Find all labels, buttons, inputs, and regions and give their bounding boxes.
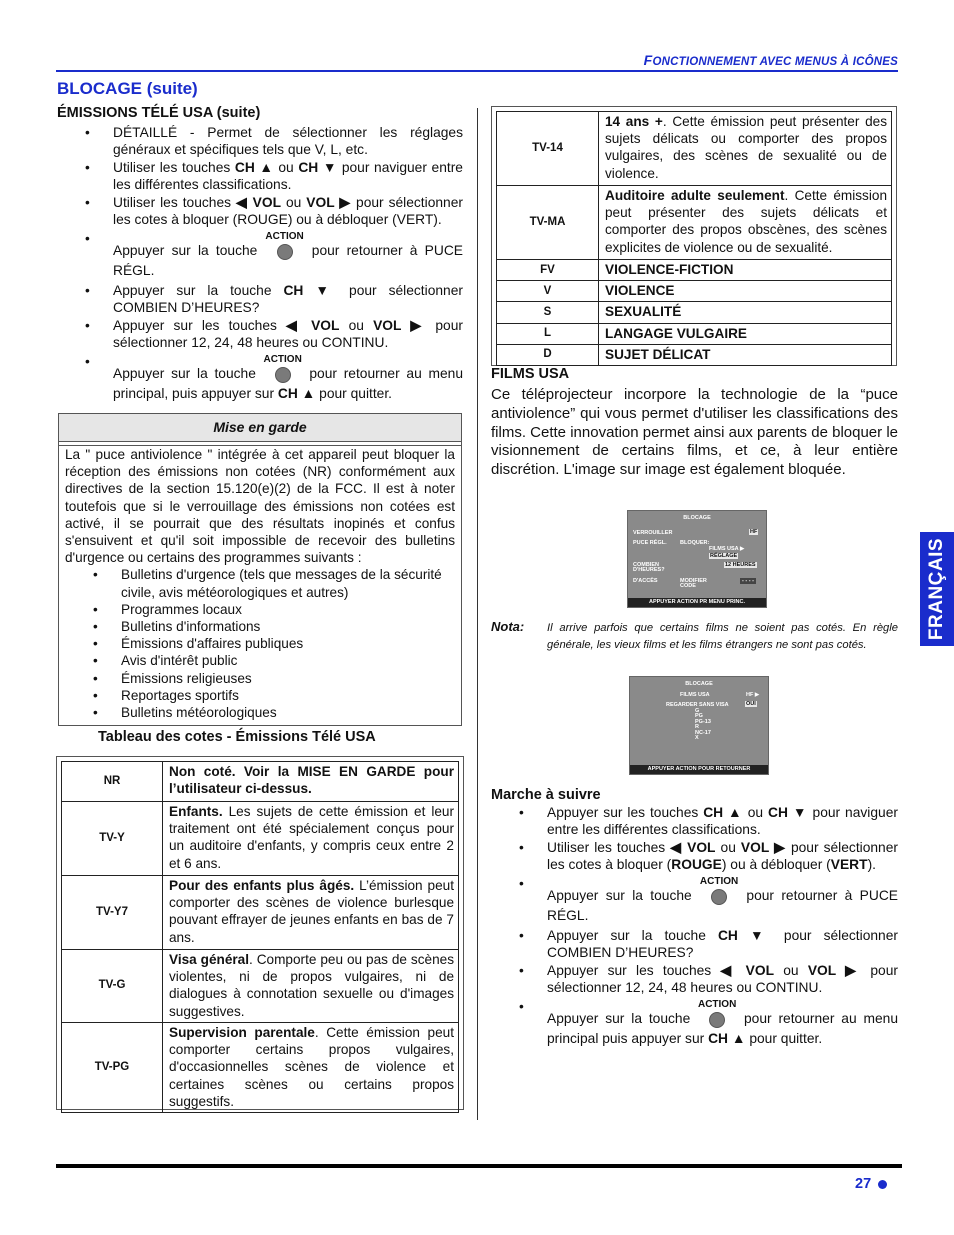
- rating-description: Non coté. Voir la MISE EN GARDE pour l’utilisateur ci-dessus.: [163, 762, 459, 802]
- table-row: [62, 762, 459, 802]
- table-row: [497, 323, 892, 344]
- screen-value: HF ▶: [746, 692, 760, 698]
- screen-footer: APPUYER ACTION PR MENU PRINC.: [628, 598, 766, 607]
- list-item: • Appuyer sur la touche ACTION pour retourner au menu principal puis appuyer sur CH ▲ pour quitter.: [519, 997, 898, 1049]
- list-item: • Utiliser les touches CH ▲ ou CH ▼ pour naviguer entre les différentes classifications.: [85, 159, 463, 193]
- screen-value: RÉGLAGE: [710, 553, 738, 559]
- rating-description: VIOLENCE: [599, 281, 892, 302]
- screen-rating-item: NC-17: [695, 729, 711, 736]
- screen-label: BLOQUER:: [680, 540, 710, 546]
- screen-label: COMBIEN: [633, 562, 659, 568]
- table-row: [497, 302, 892, 323]
- rating-code: TV-PG: [62, 1023, 163, 1113]
- warning-list-item: • Bulletins d'urgence (tels que messages de la sécurité civile, avis météorologiques et autres): [93, 566, 461, 600]
- rating-code: FV: [497, 260, 599, 281]
- action-button-icon: ACTION: [697, 1009, 737, 1029]
- list-item: • Utiliser les touches ◀ VOL ou VOL ▶ pour sélectionner les cotes à bloquer (ROUGE) ou à débloquer (VERT).: [85, 194, 463, 228]
- films-title: FILMS USA: [491, 366, 570, 382]
- warning-list-item: • Émissions religieuses: [93, 670, 461, 687]
- screen-rating-item: PG-13: [695, 718, 711, 725]
- table-row: [497, 186, 892, 260]
- list-item: • Appuyer sur les touches ◀ VOL ou VOL ▶ pour sélectionner 12, 24, 48 heures ou CONTINU.: [519, 962, 898, 996]
- table-row: [62, 802, 459, 876]
- list-item: • Appuyer sur la touche ACTION pour retourner au menu principal, puis appuyer sur CH ▲ pour quitter.: [85, 352, 463, 404]
- table-row: [62, 950, 459, 1023]
- action-button-icon: ACTION: [263, 364, 303, 384]
- rating-code: TV-14: [497, 112, 599, 186]
- screen-label: MODIFIER: [680, 578, 707, 584]
- table-row: [62, 876, 459, 950]
- rating-description: VIOLENCE-FICTION: [599, 260, 892, 281]
- screen-rating-item: PG: [695, 713, 703, 720]
- rating-code: NR: [62, 762, 163, 802]
- screen-label: FILMS USA: [680, 692, 710, 698]
- table-row: [62, 1023, 459, 1113]
- screen-label: PUCE RÉGL.: [633, 540, 667, 546]
- rating-description: Supervision parentale. Cette émission peut comporter certains propos vulgaires, d'occasionnelles scènes de violence et certaines scènes ou certains propos suggestifs.: [163, 1023, 459, 1113]
- list-item: • Appuyer sur les touches CH ▲ ou CH ▼ pour naviguer entre les différentes classifications.: [519, 804, 898, 838]
- screen-value: - - - -: [742, 578, 754, 584]
- table-row: [497, 260, 892, 281]
- rating-description: Pour des enfants plus âgés. L’émission peut comporter des scènes de violence burlesque pouvant effrayer de jeunes enfants en bas de 7 ans.: [163, 876, 459, 950]
- warning-list-item: • Reportages sportifs: [93, 687, 461, 704]
- steps-list: [519, 804, 898, 1050]
- screen-footer: APPUYER ACTION POUR RETOURNER: [630, 765, 768, 774]
- rating-code: TV-Y: [62, 802, 163, 876]
- action-button-icon: ACTION: [265, 241, 305, 261]
- screen-value: OUI: [746, 701, 756, 707]
- table-row: [497, 344, 892, 365]
- column-divider: [477, 108, 478, 1120]
- warning-list-item: • Émissions d'affaires publiques: [93, 635, 461, 652]
- running-header: FONCTIONNEMENT AVEC MENUS À ICÔNES: [643, 52, 898, 68]
- warning-list-item: • Bulletins météorologiques: [93, 704, 461, 721]
- section-title: BLOCAGE (suite): [57, 79, 198, 98]
- rating-description: Auditoire adulte seulement. Cette émission peut présenter des sujets délicats et comporter des propos obscènes, des scènes explicites de violence ou de sexualité.: [599, 186, 892, 260]
- films-usa-menu-screenshot: [629, 676, 769, 775]
- rating-code: V: [497, 281, 599, 302]
- list-item: • Appuyer sur la touche ACTION pour retourner à PUCE RÉGL.: [85, 229, 463, 280]
- warning-text: La " puce antiviolence " intégrée à cet appareil peut bloquer la réception des émissions non cotées (NR) conformément aux directives de la section 15.120(e)(2) de la FCC. Il est à noter toutefois que si le verrouillage des émissions non cotées est activé, il se pourrait que des résultats inopinés et confus s'ensuivent et qu'il soit impossible de recevoir des bulletins d'urgence ou certains des programmes suivants :: [65, 447, 455, 566]
- rating-description: 14 ans +. Cette émission peut présenter des sujets délicats ou comporter des propos vulgaires, des scènes de sexualité ou de violence.: [599, 112, 892, 186]
- rating-code: TV-MA: [497, 186, 599, 260]
- table-row: [497, 112, 892, 186]
- screen-label: REGARDER SANS VISA: [666, 702, 729, 708]
- warning-title: Mise en garde: [59, 414, 461, 442]
- rating-code: L: [497, 323, 599, 344]
- screen-value: HF: [750, 529, 758, 535]
- list-item: • Appuyer sur les touches ◀ VOL ou VOL ▶ pour sélectionner 12, 24, 48 heures ou CONTINU.: [85, 317, 463, 351]
- page-number: 27: [855, 1176, 872, 1192]
- list-item: • Utiliser les touches ◀ VOL ou VOL ▶ pour sélectionner les cotes à bloquer (ROUGE) ou à débloquer (VERT).: [519, 839, 898, 873]
- rating-description: Enfants. Les sujets de cette émission et leur traitement ont été spécialement conçus pour un auditoire d'enfants, y compris ceux entre 2 et 6 ans.: [163, 802, 459, 876]
- rating-code: TV-Y7: [62, 876, 163, 950]
- warning-list-item: • Programmes locaux: [93, 601, 461, 618]
- table-row: [497, 281, 892, 302]
- rating-description: LANGAGE VULGAIRE: [599, 323, 892, 344]
- screen-title: BLOCAGE: [683, 515, 711, 521]
- ratings-table-left: [56, 756, 464, 1110]
- header-rule: [56, 70, 898, 72]
- list-item: • Appuyer sur la touche ACTION pour retourner à PUCE RÉGL.: [519, 874, 898, 925]
- warning-box: [58, 413, 462, 726]
- screen-value: 12 HEURES: [725, 562, 756, 568]
- screen-label: D'HEURES?: [633, 567, 665, 573]
- films-paragraph: Ce téléprojecteur incorpore la technologie de la “puce antiviolence” qui vous permet d'utiliser les classifications des films. Cette innovation permet ainsi aux parents de bloquer le visionnement de certains films, et ce, à leur entière discrétion. L'image sur image est également bloquée.: [491, 386, 898, 479]
- blocage-menu-screenshot: [627, 510, 767, 608]
- screen-title: BLOCAGE: [685, 681, 713, 687]
- footer-rule: [56, 1164, 902, 1168]
- rating-code: TV-G: [62, 950, 163, 1023]
- rating-description: Visa général. Comporte peu ou pas de scènes violentes, ni de propos vulgaires, ni de dialogues à connotation sexuelle ou d'images suggestives.: [163, 950, 459, 1023]
- table-caption: Tableau des cotes - Émissions Télé USA: [98, 729, 376, 745]
- screen-rating-item: R: [695, 724, 699, 731]
- screen-label: CODE: [680, 583, 696, 589]
- subsection-title: ÉMISSIONS TÉLÉ USA (suite): [57, 105, 261, 121]
- screen-rating-item: G: [695, 708, 700, 714]
- left-instructions-list: [85, 124, 463, 405]
- language-tab: FRANÇAIS: [920, 532, 954, 646]
- screen-label: FILMS USA ▶: [709, 546, 745, 552]
- nota-label: Nota:: [491, 619, 525, 634]
- ratings-table-right: [491, 106, 897, 366]
- nota-text: Il arrive parfois que certains films ne soient pas cotés. En règle générale, les vieux films et les films étrangers ne sont pas cotés.: [547, 622, 898, 651]
- rating-description: SUJET DÉLICAT: [599, 344, 892, 365]
- warning-list-item: • Avis d'intérêt public: [93, 652, 461, 669]
- screen-rating-list: [695, 709, 711, 741]
- rating-description: SEXUALITÉ: [599, 302, 892, 323]
- warning-list: [59, 566, 461, 721]
- rating-code: S: [497, 302, 599, 323]
- bullet-dot-icon: [878, 1180, 887, 1189]
- screen-rating-item: X: [695, 735, 699, 742]
- rating-code: D: [497, 344, 599, 365]
- steps-title: Marche à suivre: [491, 787, 601, 803]
- warning-list-item: • Bulletins d'informations: [93, 618, 461, 635]
- screen-label: D'ACCÈS: [633, 578, 658, 584]
- screen-label: VERROUILLER: [633, 530, 673, 536]
- list-item: • Appuyer sur la touche CH ▼ pour sélectionner COMBIEN D’HEURES?: [519, 927, 898, 961]
- list-item: • Appuyer sur la touche CH ▼ pour sélectionner COMBIEN D’HEURES?: [85, 282, 463, 316]
- list-item: • DÉTAILLÉ - Permet de sélectionner les réglages généraux et spécifiques tels que V, L, etc.: [85, 124, 463, 158]
- action-button-icon: ACTION: [699, 886, 739, 906]
